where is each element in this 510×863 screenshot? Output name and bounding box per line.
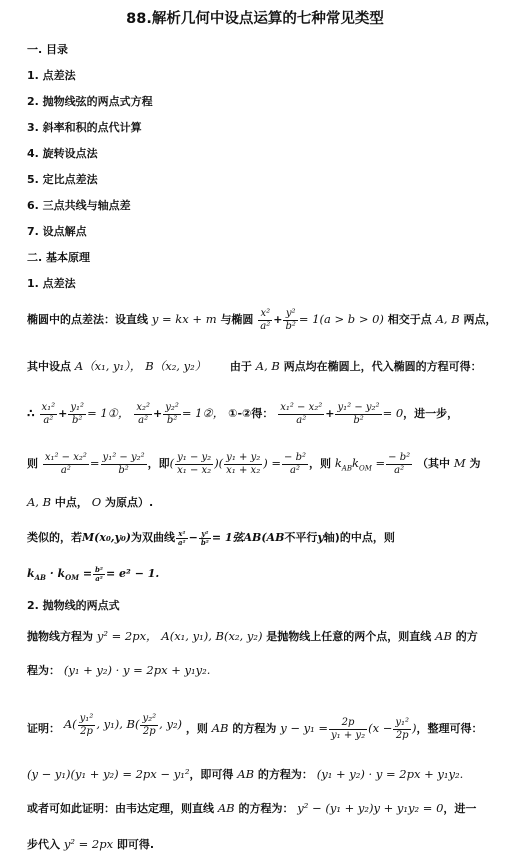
page-title: 88.解析几何中设点运算的七种常见类型: [126, 11, 384, 27]
subsection-point-difference: 1. 点差法: [27, 277, 76, 290]
toc-heading: 一. 目录: [27, 43, 69, 56]
toc-item-4: 4. 旋转设点法: [27, 147, 98, 160]
fraction: $\frac{\text{x²}}{\text{a²}}$: [260, 307, 271, 332]
toc-item-3: 3. 斜率和积的点代计算: [27, 121, 142, 134]
para-ellipse-line: 椭圆中的点差法：设直线 y = kx + m 与椭圆 $\frac{\text{x²}}{\text{a²}}$ + $\frac{\text{y²}}{\text{b²}}$ = 1(a > b > 0) 相交于点 A, B 两点，: [27, 307, 497, 332]
para-parabola-def: 抛物线方程为 y² = 2px， A(x₁, y₁), B(x₂, y₂) 是抛物线上任意的两个点，则直线 AB 的方: [27, 629, 478, 643]
para-proof: 证明： A( $\frac{\text{y₁²}}{2p}$ , y₁), B( $\frac{\text{y₂²}}{2p}$ , y₂) ，则 AB 的方程为 y − y₁ = $\frac{2p}{\text{y₁ + y₂}}$ (x − $\frac{\text{y₁²}}{2p}$ )，整理可得：: [27, 712, 483, 741]
para-proof-result: (y − y₁)(y₁ + y₂) = 2px − y₁²，即可得 AB 的方程为： (y₁ + y₂) · y = 2px + y₁y₂.: [27, 767, 464, 781]
para-slope-product: 则 $\frac{\text{x₁² − x₂²}}{\text{a²}}$ = $\frac{\text{y₁² − y₂²}}{\text{b²}}$ ，即( $\frac{\text{y₁ − y₂}}{\text{x₁ − x₂}}$ )( $\frac{\text{y₁ + y₂}}{\text{x₁ + x₂}}$ ) = $\frac{\text{− b²}}{\text{a²}}$ ，则 $k_{AB}k_{OM}$ = $\frac{\text{− b²}}{\text{a²}}$ （其中 M 为: [27, 451, 481, 476]
fraction: $\frac{\text{y²}}{\text{b²}}$: [285, 307, 296, 332]
toc-item-5: 5. 定比点差法: [27, 173, 98, 186]
section-heading: 二. 基本原理: [27, 251, 91, 264]
para-midpoint: A, B 中点， O 为原点）.: [27, 495, 154, 509]
para-substitution: ∴ $\frac{\text{x₁²}}{\text{a²}}$ + $\frac{\text{y₁²}}{\text{b²}}$ = 1①， $\frac{\text{x₂²}}{\text{a²}}$ + $\frac{\text{y₂²}}{\text{b²}}$ = 1②， ①-②得： $\frac{\text{x₁² − x₂²}}{\text{a²}}$ + $\frac{\text{y₁² − y₂²}}{\text{b²}}$ = 0，进一步，: [27, 401, 459, 426]
toc-item-1: 1. 点差法: [27, 69, 76, 82]
toc-item-6: 6. 三点共线与轴点差: [27, 199, 131, 212]
para-vieta-end: 步代入 y² = 2px 即可得.: [27, 837, 155, 851]
para-hyperbola: 类似的，若M(x₀,y₀)为双曲线 $\frac{\text{x²}}{\text{a²}}$ − $\frac{\text{y²}}{\text{b²}}$ = 1弦AB(AB不平行y轴)的中点，则: [27, 528, 395, 547]
para-parabola-eq: 程为： (y₁ + y₂) · y = 2px + y₁y₂.: [27, 663, 211, 677]
para-hyperbola-result: $k_{AB} \cdot k_{OM}$ = $\frac{\text{b²}}{\text{a²}}$ = e² − 1.: [27, 564, 160, 583]
toc-item-2: 2. 抛物线弦的两点式方程: [27, 95, 153, 108]
para-set-points: 其中设点 A（x₁, y₁）， B（x₂, y₂） 由于 A, B 两点均在椭圆上，代入椭圆的方程可得：: [27, 359, 482, 373]
subsection-parabola: 2. 抛物线的两点式: [27, 599, 120, 612]
para-vieta: 或者可如此证明：由韦达定理，则直线 AB 的方程为： y² − (y₁ + y₂)y + y₁y₂ = 0，进一: [27, 801, 477, 815]
toc-item-7: 7. 设点解点: [27, 225, 87, 238]
